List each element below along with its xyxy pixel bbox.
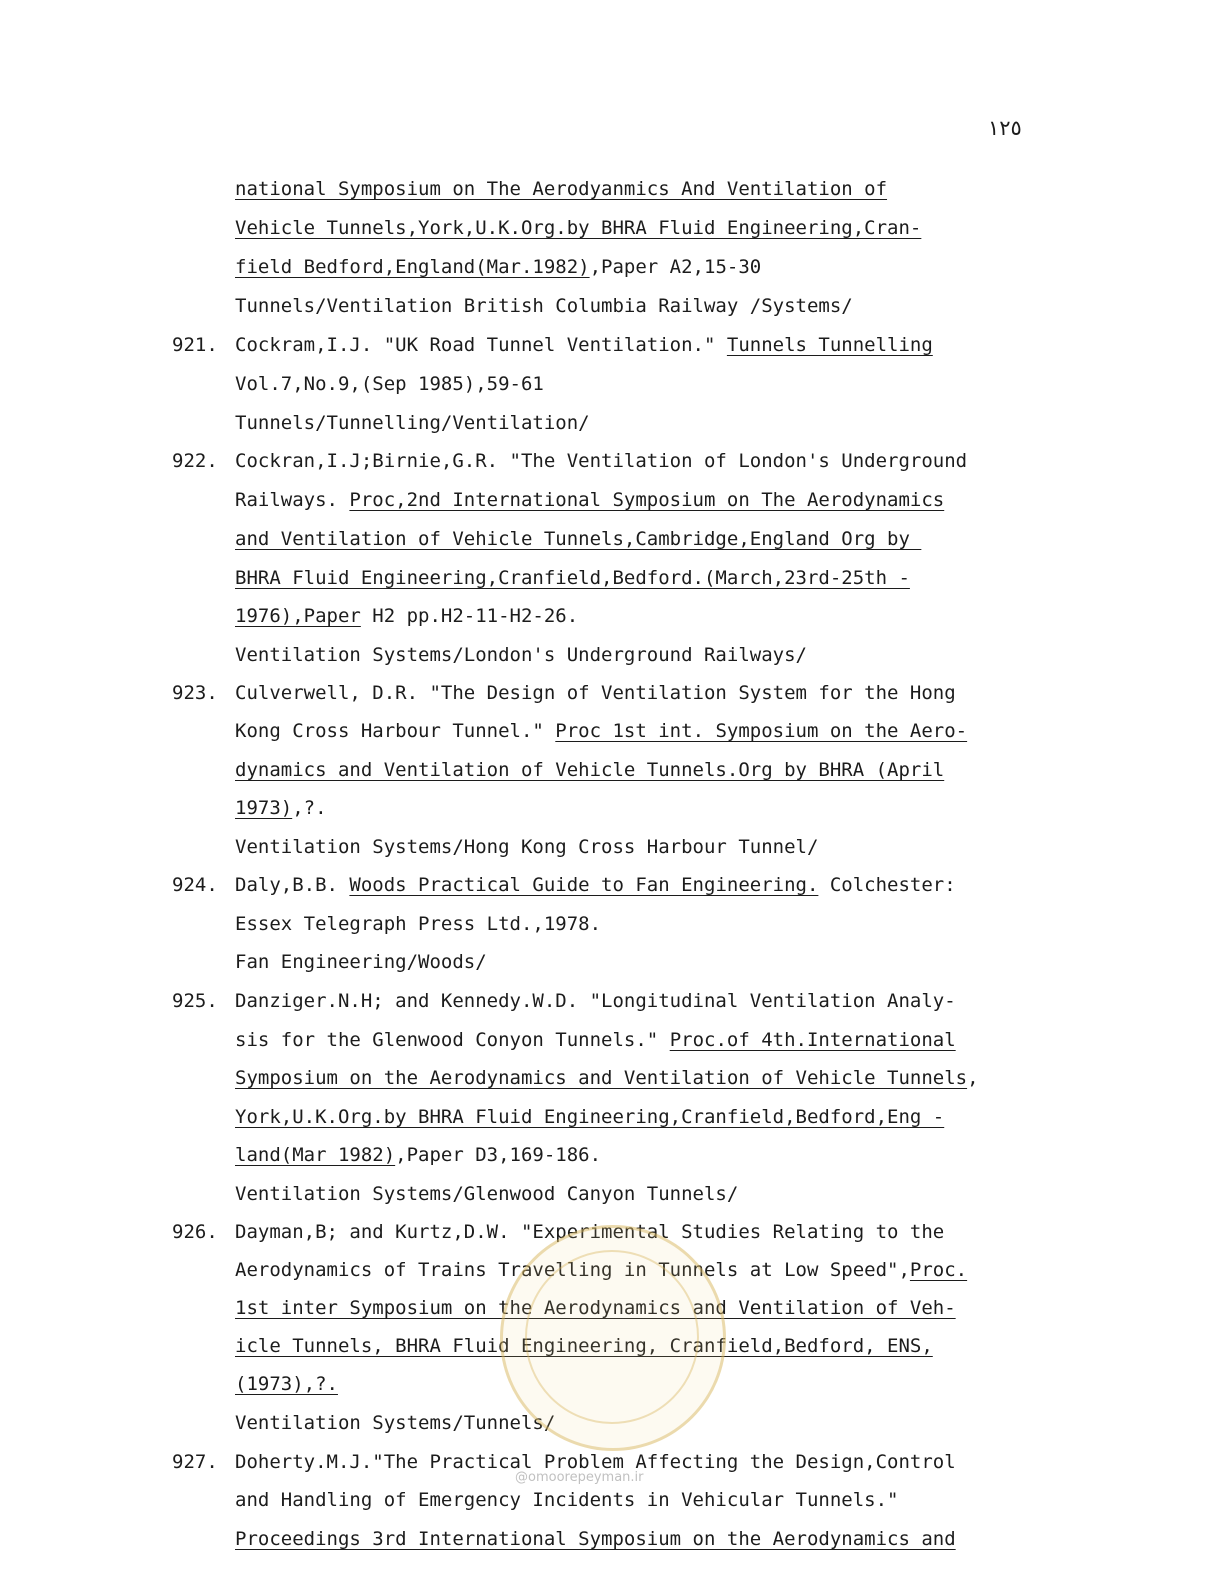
bibliography-line — [0, 527, 1228, 566]
underlined-title-segment: and Ventilation of Vehicle Tunnels,Cambridge,England Org by — [235, 528, 922, 550]
line-text — [235, 177, 887, 201]
line-text — [235, 719, 967, 743]
text-segment: Ventilation Systems/Glenwood Canyon Tunnels/ — [235, 1183, 739, 1205]
underlined-title-segment: Vehicle Tunnels,York,U.K.Org.by BHRA Fluid Engineering,Cran- — [235, 217, 922, 239]
text-segment: Fan Engineering/Woods/ — [235, 951, 487, 973]
bibliography-line — [0, 216, 1228, 255]
text-segment: Cockram,I.J. "UK Road Tunnel Ventilation." — [235, 334, 727, 356]
bibliography-line — [0, 1182, 1228, 1221]
line-text — [235, 873, 956, 897]
line-text — [235, 1143, 601, 1167]
bibliography-line — [0, 989, 1228, 1028]
line-text — [235, 488, 944, 512]
underlined-title-segment: Proc.of 4th.International — [669, 1029, 956, 1051]
text-segment: ,Paper A2,15-30 — [589, 256, 762, 278]
entry-number: 922. — [172, 450, 218, 472]
page-number: ١٢٥ — [988, 116, 1022, 140]
text-segment: , — [967, 1067, 979, 1089]
entry-number: 926. — [172, 1221, 218, 1243]
text-segment: Doherty.M.J."The Practical Problem Affecting the Design,Control — [235, 1451, 956, 1473]
bibliography-line — [0, 1527, 1228, 1566]
underlined-title-segment: 1976),Paper — [235, 605, 361, 627]
bibliography-line — [0, 1450, 1228, 1489]
underlined-title-segment: BHRA Fluid Engineering,Cranfield,Bedford.(March,23rd-25th - — [235, 567, 910, 589]
entry-number: 927. — [172, 1451, 218, 1473]
underlined-title-segment: Tunnels Tunnelling — [726, 334, 933, 356]
bibliography-line — [0, 681, 1228, 720]
text-segment: Culverwell, D.R. "The Design of Ventilation System for the Hong — [235, 682, 956, 704]
line-text — [235, 1028, 956, 1052]
line-text — [235, 989, 956, 1013]
line-text — [235, 1296, 956, 1320]
underlined-title-segment: dynamics and Ventilation of Vehicle Tunnels.Org by BHRA (April — [235, 759, 945, 781]
text-segment: ,?. — [292, 797, 327, 819]
underlined-title-segment: icle Tunnels, BHRA Fluid Engineering, Cranfield,Bedford, ENS, — [235, 1335, 933, 1357]
text-segment: Essex Telegraph Press Ltd.,1978. — [235, 913, 602, 935]
bibliography-line — [0, 912, 1228, 951]
text-segment: Aerodynamics of Trains Travelling in Tunnels at Low Speed", — [235, 1259, 910, 1281]
bibliography-line — [0, 372, 1228, 411]
bibliography-line — [0, 411, 1228, 450]
text-segment: Ventilation Systems/Hong Kong Cross Harbour Tunnel/ — [235, 836, 819, 858]
line-text — [235, 333, 933, 357]
bibliography-line — [0, 873, 1228, 912]
line-text — [235, 1182, 738, 1206]
watermark-caption: @omoorepeyman.ir — [515, 1470, 644, 1485]
bibliography-line — [0, 835, 1228, 874]
bibliography-line — [0, 758, 1228, 797]
underlined-title-segment: Proc 1st int. Symposium on the Aero- — [555, 720, 968, 742]
underlined-title-segment: 1st inter Symposium on the Aerodynamics and Ventilation of Veh- — [235, 1297, 956, 1319]
bibliography-line — [0, 1028, 1228, 1067]
text-segment: Tunnels/Tunnelling/Ventilation/ — [235, 412, 590, 434]
underlined-title-segment: Woods Practical Guide to Fan Engineering. — [349, 874, 819, 896]
text-segment: Daly,B.B. — [235, 874, 350, 896]
line-text — [235, 255, 761, 279]
bibliography-line — [0, 604, 1228, 643]
line-text — [235, 1258, 967, 1282]
bibliography-line — [0, 1296, 1228, 1335]
underlined-title-segment: Symposium on the Aerodynamics and Ventilation of Vehicle Tunnels — [235, 1067, 968, 1089]
bibliography-line — [0, 950, 1228, 989]
line-text — [235, 912, 601, 936]
bibliography-line — [0, 643, 1228, 682]
bibliography-line — [0, 294, 1228, 333]
bibliography-line — [0, 1066, 1228, 1105]
line-text — [235, 1411, 555, 1435]
line-text — [235, 1105, 944, 1129]
bibliography-line — [0, 177, 1228, 216]
text-segment: Colchester: — [818, 874, 956, 896]
bibliography-line — [0, 1143, 1228, 1182]
bibliography-line — [0, 1488, 1228, 1527]
text-segment: Dayman,B; and Kurtz,D.W. "Experimental Studies Relating to the — [235, 1221, 945, 1243]
underlined-title-segment: land(Mar 1982) — [235, 1144, 396, 1166]
text-segment: Vol.7,No.9,(Sep 1985),59-61 — [235, 373, 544, 395]
underlined-title-segment: Proceedings 3rd International Symposium on the Aerodynamics and — [235, 1528, 956, 1550]
entry-number: 921. — [172, 334, 218, 356]
bibliography-line — [0, 1372, 1228, 1411]
bibliography-line — [0, 1258, 1228, 1297]
line-text — [235, 604, 578, 628]
line-text — [235, 1488, 898, 1512]
line-text — [235, 758, 944, 782]
bibliography-line — [0, 333, 1228, 372]
underlined-title-segment: 1973) — [235, 797, 293, 819]
underlined-title-segment: York,U.K.Org.by BHRA Fluid Engineering,Cranfield,Bedford,Eng - — [235, 1106, 945, 1128]
text-segment: ,Paper D3,169-186. — [395, 1144, 602, 1166]
line-text — [235, 1372, 338, 1396]
text-segment: Ventilation Systems/Tunnels/ — [235, 1412, 556, 1434]
text-segment: Cockran,I.J;Birnie,G.R. "The Ventilation of London's Underground — [235, 450, 968, 472]
text-segment: sis for the Glenwood Conyon Tunnels." — [235, 1029, 670, 1051]
bibliography-line — [0, 719, 1228, 758]
bibliography-line — [0, 1220, 1228, 1259]
line-text — [235, 294, 853, 318]
line-text — [235, 449, 967, 473]
line-text — [235, 216, 921, 240]
text-segment: Danziger.N.H; and Kennedy.W.D. "Longitudinal Ventilation Analy- — [235, 990, 956, 1012]
bibliography-line — [0, 488, 1228, 527]
underlined-title-segment: Proc. — [909, 1259, 968, 1281]
line-text — [235, 796, 327, 820]
line-text — [235, 1220, 944, 1244]
line-text — [235, 950, 487, 974]
line-text — [235, 411, 590, 435]
text-segment: Railways. — [235, 489, 350, 511]
line-text — [235, 566, 910, 590]
bibliography-line — [0, 255, 1228, 294]
text-segment: Tunnels/Ventilation British Columbia Railway /Systems/ — [235, 295, 853, 317]
underlined-title-segment: field Bedford,England(Mar.1982) — [235, 256, 590, 278]
line-text — [235, 681, 956, 705]
line-text — [235, 643, 807, 667]
line-text — [235, 1527, 956, 1551]
line-text — [235, 1450, 956, 1474]
bibliography-line — [0, 1411, 1228, 1450]
underlined-title-segment: (1973),?. — [235, 1373, 338, 1395]
line-text — [235, 372, 544, 396]
bibliography-line — [0, 449, 1228, 488]
bibliography-line — [0, 1334, 1228, 1373]
bibliography-line — [0, 796, 1228, 835]
entry-number: 925. — [172, 990, 218, 1012]
underlined-title-segment: national Symposium on The Aerodyanmics And Ventilation of — [235, 178, 888, 200]
bibliography-line — [0, 1105, 1228, 1144]
underlined-title-segment: Proc,2nd International Symposium on The Aerodynamics — [349, 489, 945, 511]
text-segment: Kong Cross Harbour Tunnel." — [235, 720, 556, 742]
entry-number: 924. — [172, 874, 218, 896]
text-segment: and Handling of Emergency Incidents in Vehicular Tunnels." — [235, 1489, 899, 1511]
entry-number: 923. — [172, 682, 218, 704]
line-text — [235, 527, 921, 551]
line-text — [235, 835, 818, 859]
line-text — [235, 1334, 933, 1358]
bibliography-line — [0, 566, 1228, 605]
text-segment: Ventilation Systems/London's Underground Railways/ — [235, 644, 807, 666]
line-text — [235, 1066, 979, 1090]
text-segment: H2 pp.H2-11-H2-26. — [360, 605, 579, 627]
